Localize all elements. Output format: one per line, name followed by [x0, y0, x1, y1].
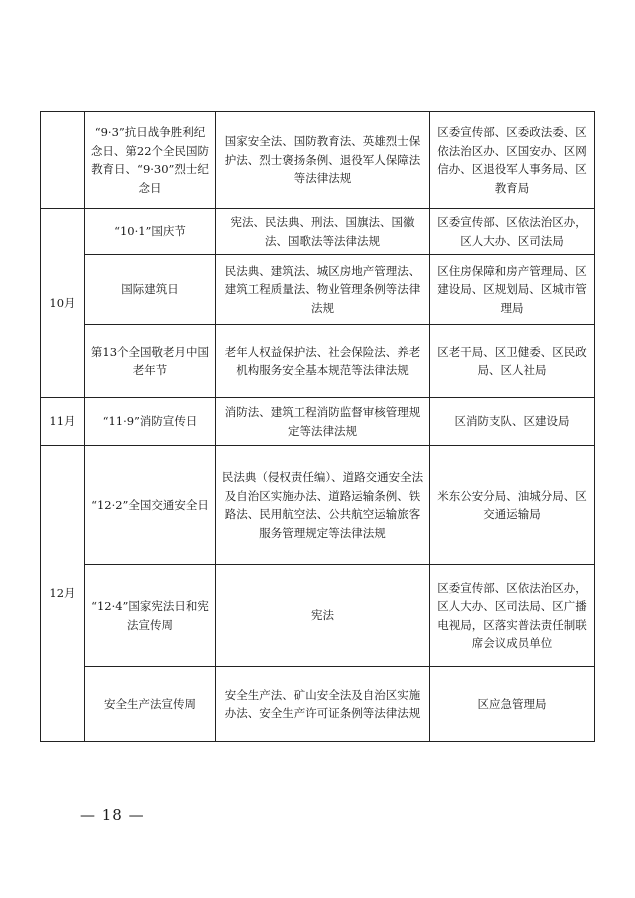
event-cell: 安全生产法宣传周: [85, 667, 216, 742]
month-cell: [41, 112, 85, 209]
month-cell: 12月: [41, 446, 85, 742]
laws-cell: 民法典（侵权责任编）、道路交通安全法及自治区实施办法、道路运输条例、铁路法、民用航空法、公共航空运输旅客服务管理规定等法律法规: [216, 446, 430, 565]
event-cell: 第13个全国敬老月中国老年节: [85, 325, 216, 398]
departments-cell: 区老干局、区卫健委、区民政局、区人社局: [430, 325, 595, 398]
month-cell: 11月: [41, 398, 85, 446]
event-cell: “12·4”国家宪法日和宪法宣传周: [85, 565, 216, 667]
table-row: [41, 209, 595, 255]
month-cell: 10月: [41, 209, 85, 398]
table-row: [41, 446, 595, 565]
event-cell: “11·9”消防宣传日: [85, 398, 216, 446]
laws-cell: 宪法、民法典、刑法、国旗法、国徽法、国歌法等法律法规: [216, 209, 430, 255]
table-row: [41, 112, 595, 209]
departments-cell: 区应急管理局: [430, 667, 595, 742]
publicity-schedule-table: [40, 111, 595, 742]
departments-cell: 区委宣传部、区委政法委、区依法治区办、区国安办、区网信办、区退役军人事务局、区教育局: [430, 112, 595, 209]
laws-cell: 老年人权益保护法、社会保险法、养老机构服务安全基本规范等法律法规: [216, 325, 430, 398]
laws-cell: 消防法、建筑工程消防监督审核管理规定等法律法规: [216, 398, 430, 446]
table-row: [41, 325, 595, 398]
laws-cell: 宪法: [216, 565, 430, 667]
departments-cell: 区住房保障和房产管理局、区建设局、区规划局、区城市管理局: [430, 255, 595, 325]
table-row: [41, 565, 595, 667]
event-cell: 国际建筑日: [85, 255, 216, 325]
table-row: [41, 398, 595, 446]
departments-cell: 区委宣传部、区依法治区办，区人大办、区司法局、区广播电视局，区落实普法责任制联席会议成员单位: [430, 565, 595, 667]
laws-cell: 安全生产法、矿山安全法及自治区实施办法、安全生产许可证条例等法律法规: [216, 667, 430, 742]
departments-cell: 区委宣传部、区依法治区办，区人大办、区司法局: [430, 209, 595, 255]
event-cell: “9·3”抗日战争胜利纪念日、第22个全民国防教育日、“9·30”烈士纪念日: [85, 112, 216, 209]
laws-cell: 民法典、建筑法、城区房地产管理法、建筑工程质量法、物业管理条例等法律法规: [216, 255, 430, 325]
event-cell: “10·1”国庆节: [85, 209, 216, 255]
event-cell: “12·2”全国交通安全日: [85, 446, 216, 565]
departments-cell: 区消防支队、区建设局: [430, 398, 595, 446]
table-row: [41, 255, 595, 325]
page-number: — 18 —: [80, 806, 145, 824]
table-row: [41, 667, 595, 742]
departments-cell: 米东公安分局、油城分局、区交通运输局: [430, 446, 595, 565]
laws-cell: 国家安全法、国防教育法、英雄烈士保护法、烈士褒扬条例、退役军人保障法等法律法规: [216, 112, 430, 209]
